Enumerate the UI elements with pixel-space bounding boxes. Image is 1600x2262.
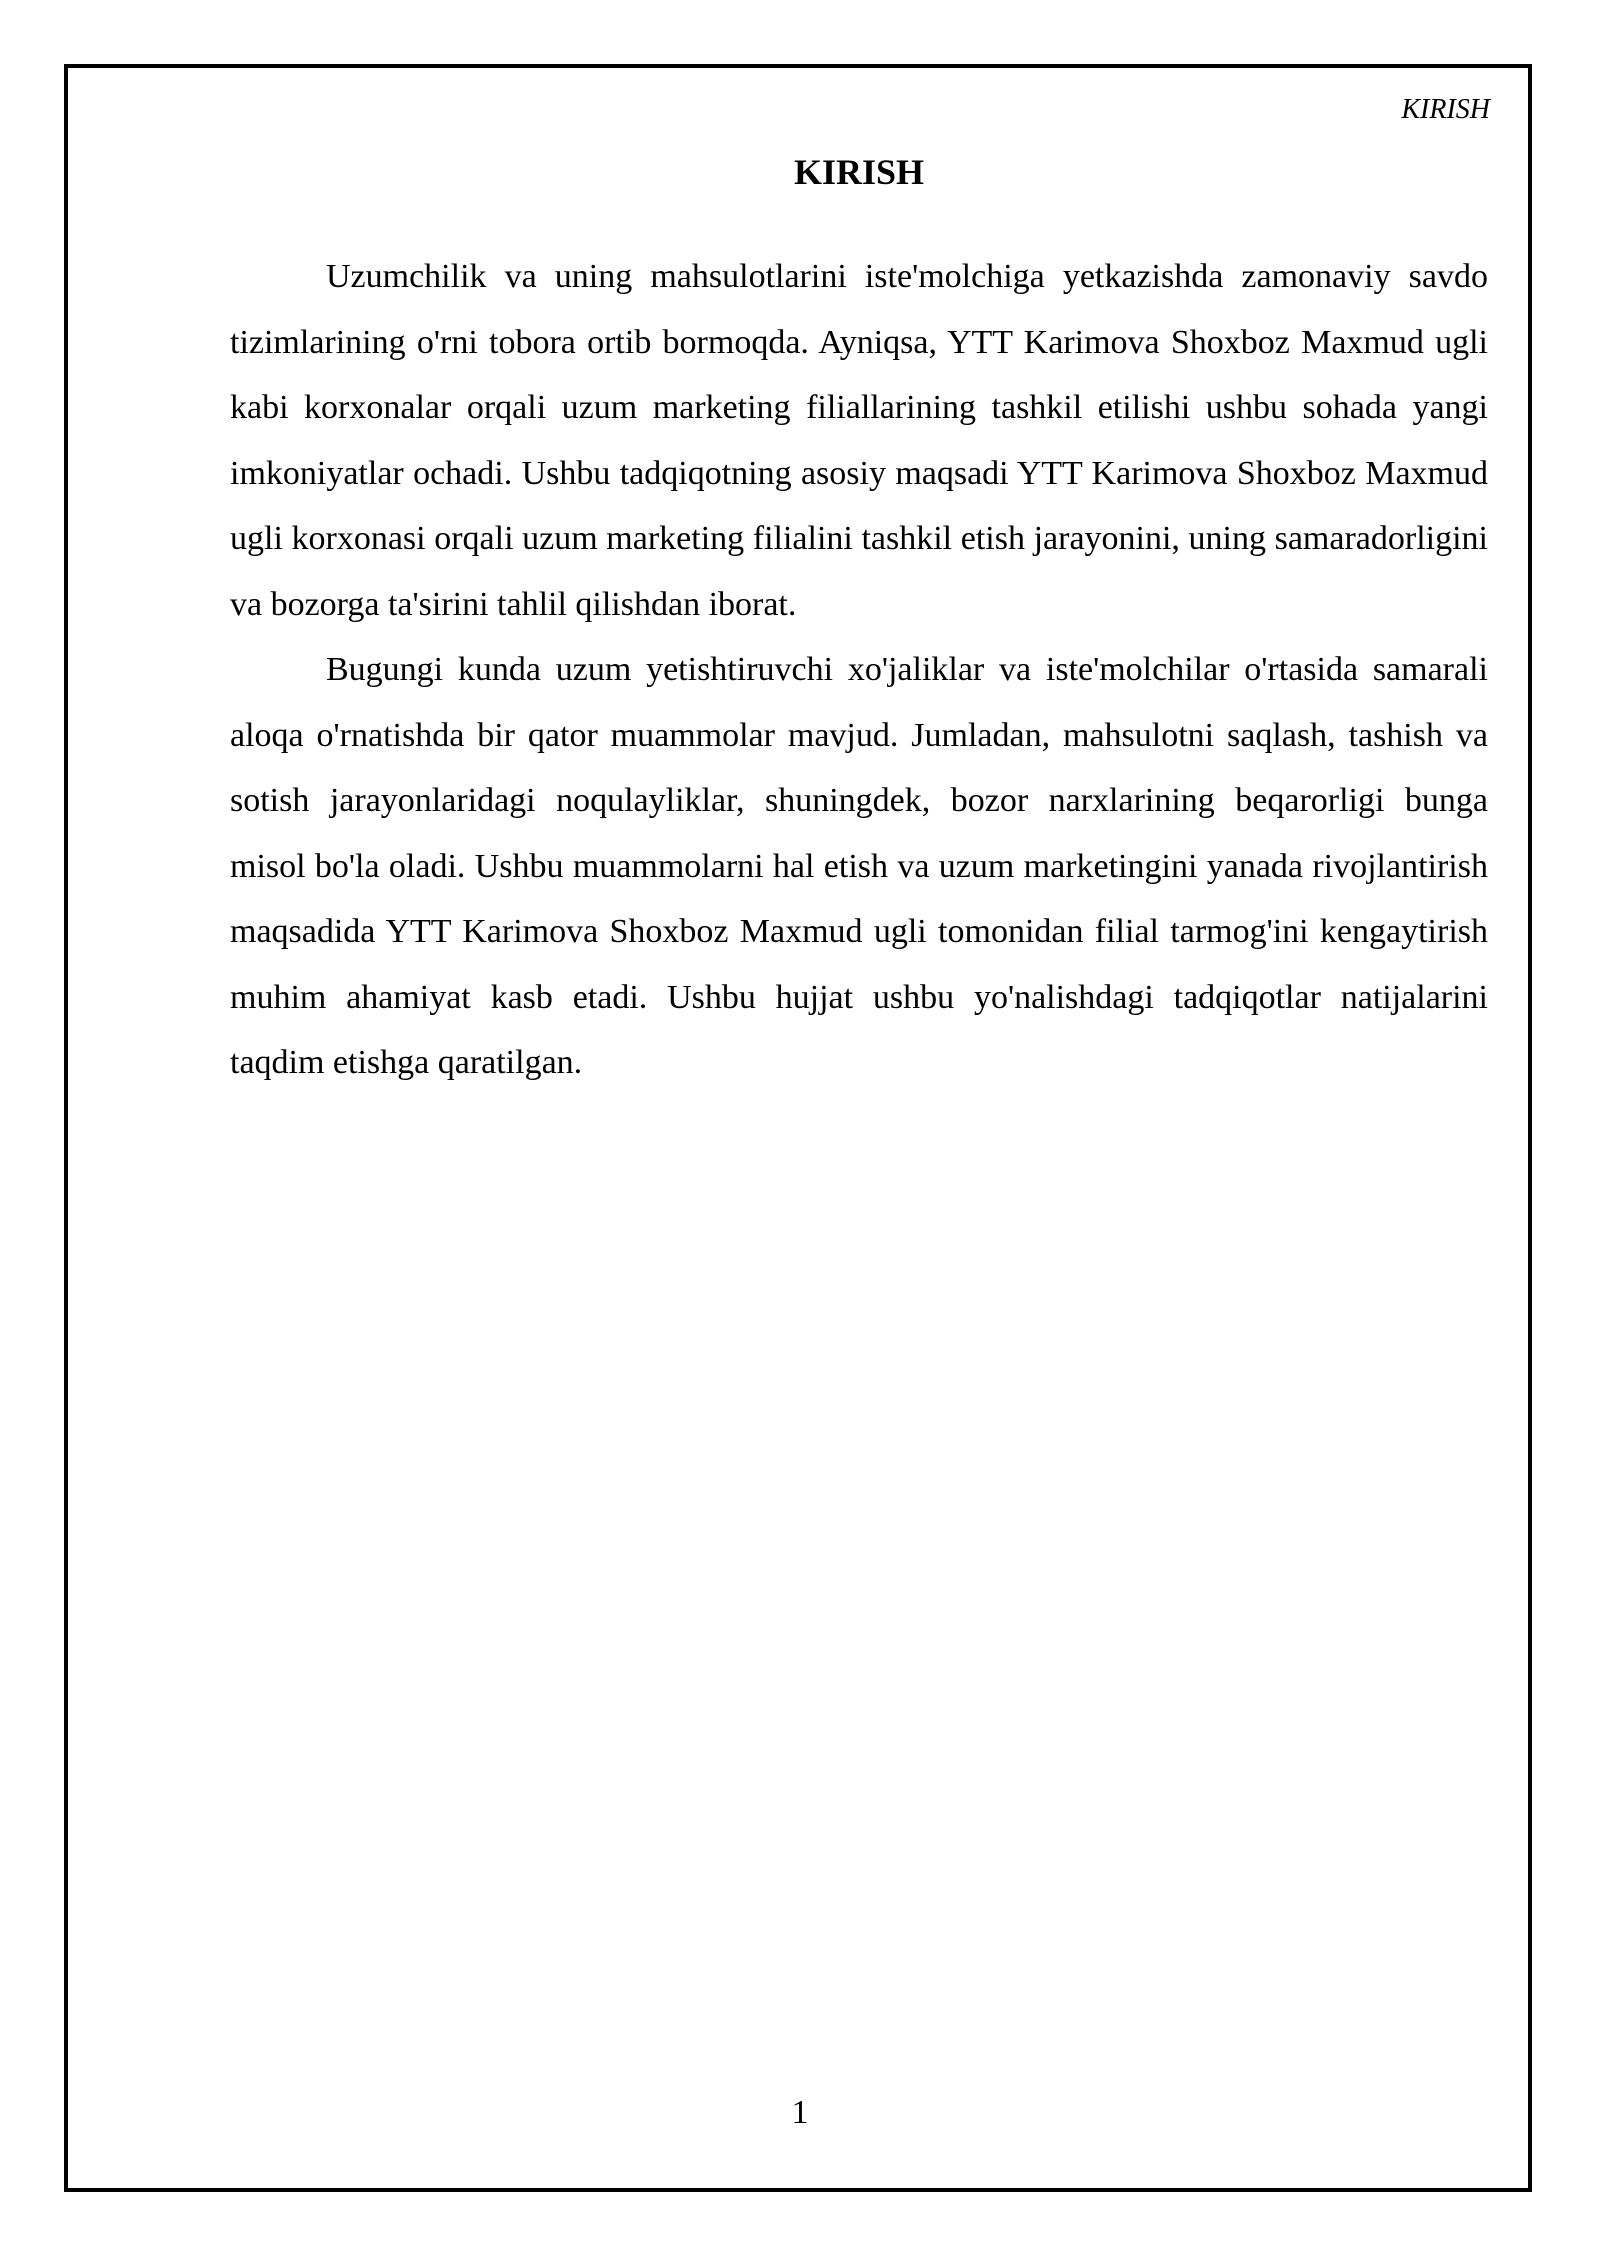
paragraph-1: Uzumchilik va uning mahsulotlarini iste'molchiga yetkazishda zamonaviy savdo tizimlarining o'rni tobora ortib bormoqda. Ayniqsa, YTT Karimova Shoxboz Maxmud ugli kabi korxonalar orqali uzum marketing filiallarining tashkil etilishi ushbu sohada yangi imkoniyatlar ochadi. Ushbu tadqiqotning asosiy maqsadi YTT Karimova Shoxboz Maxmud ugli korxonasi orqali uzum marketing filialini tashkil etish jarayonini, uning samaradorligini va bozorga ta'sirini tahlil qilishdan iborat. [230,258,1488,623]
page-number: 1 [791,2094,809,2131]
running-header: KIRISH [1401,94,1490,125]
paragraph-2: Bugungi kunda uzum yetishtiruvchi xo'jaliklar va iste'molchilar o'rtasida samarali aloqa o'rnatishda bir qator muammolar mavjud. Jumladan, mahsulotni saqlash, tashish va sotish jarayonlaridagi noqulayliklar, shuningdek, bozor narxlarining beqarorligi bunga misol bo'la oladi. Ushbu muammolarni hal etish va uzum marketingini yanada rivojlantirish maqsadida YTT Karimova Shoxboz Maxmud ugli tomonidan filial tarmog'ini kengaytirish muhim ahamiyat kasb etadi. Ushbu hujjat ushbu yo'nalishdagi tadqiqotlar natijalarini taqdim etishga qaratilgan. [230,651,1488,1081]
body-text [230,244,1488,1096]
page-title: KIRISH [793,152,925,192]
